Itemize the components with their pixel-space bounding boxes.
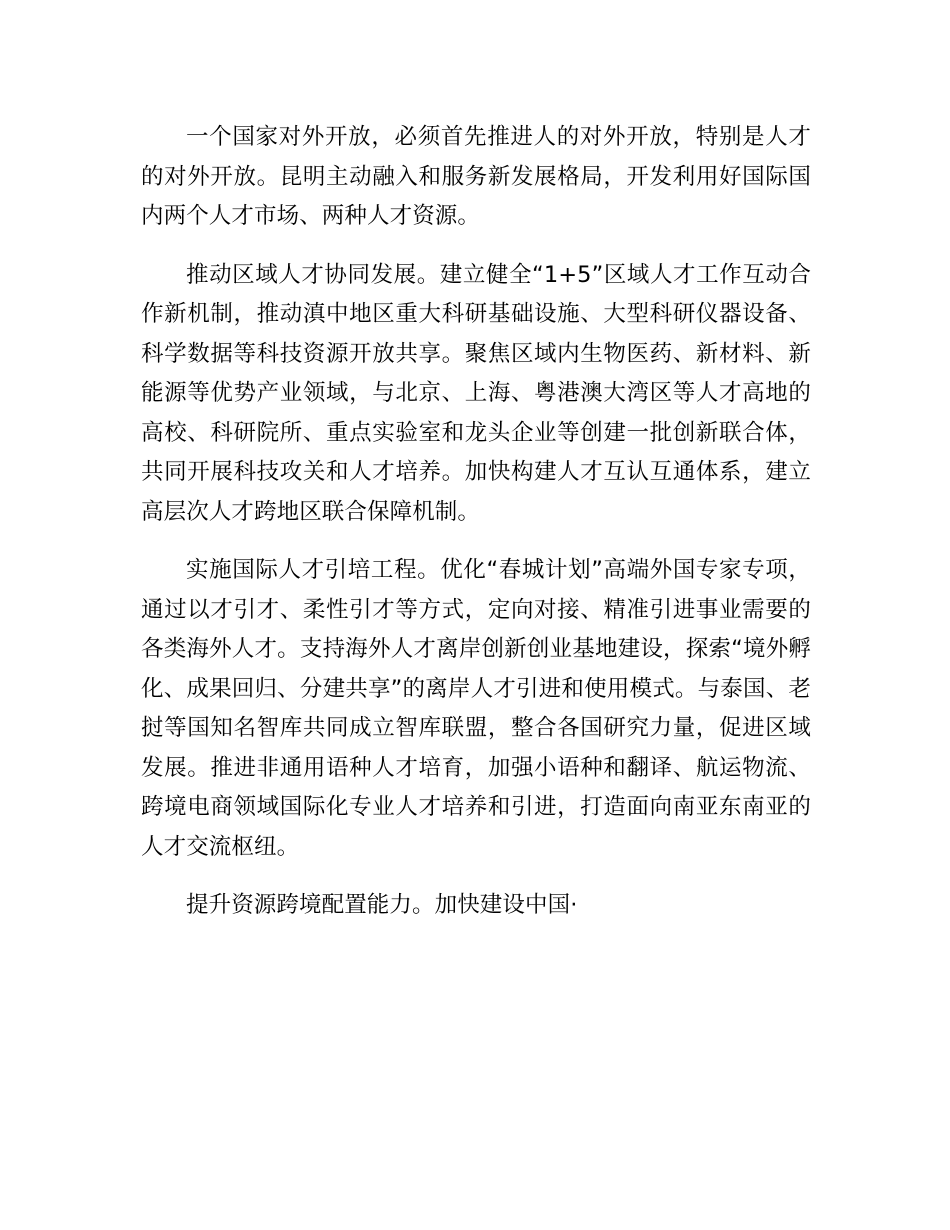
paragraph-regional-talent: 推动区域人才协同发展。建立健全“1+5”区域人才工作互动合作新机制，推动滇中地区重大科研基础设施、大型科研仪器设备、科学数据等科技资源开放共享。聚焦区域内生物医药、新材料、新能源等优势产业领域，与北京、上海、粤港澳大湾区等人才高地的高校、科研院所、重点实验室和龙头企业等创建一批创新联合体，共同开展科技攻关和人才培养。加快构建人才互认互通体系，建立高层次人才跨地区联合保障机制。 — [141, 261, 811, 525]
document-page — [141, 118, 811, 945]
paragraph-international-talent: 实施国际人才引培工程。优化“春城计划”高端外国专家专项，通过以才引才、柔性引才等方式，定向对接、精准引进事业需要的各类海外人才。支持海外人才离岸创新创业基地建设，探索“境外孵化、成果回归、分建共享”的离岸人才引进和使用模式。与泰国、老挝等国知名智库共同成立智库联盟，整合各国研究力量，促进区域发展。推进非通用语种人才培育，加强小语种和翻译、航运物流、跨境电商领域国际化专业人才培养和引进，打造面向南亚东南亚的人才交流枢纽。 — [141, 557, 811, 860]
paragraph-cross-border-resources: 提升资源跨境配置能力。加快建设中国· — [186, 892, 578, 918]
paragraph-opening: 一个国家对外开放，必须首先推进人的对外开放，特别是人才的对外开放。昆明主动融入和服务新发展格局，开发利用好国际国内两个人才市场、两种人才资源。 — [141, 124, 811, 229]
